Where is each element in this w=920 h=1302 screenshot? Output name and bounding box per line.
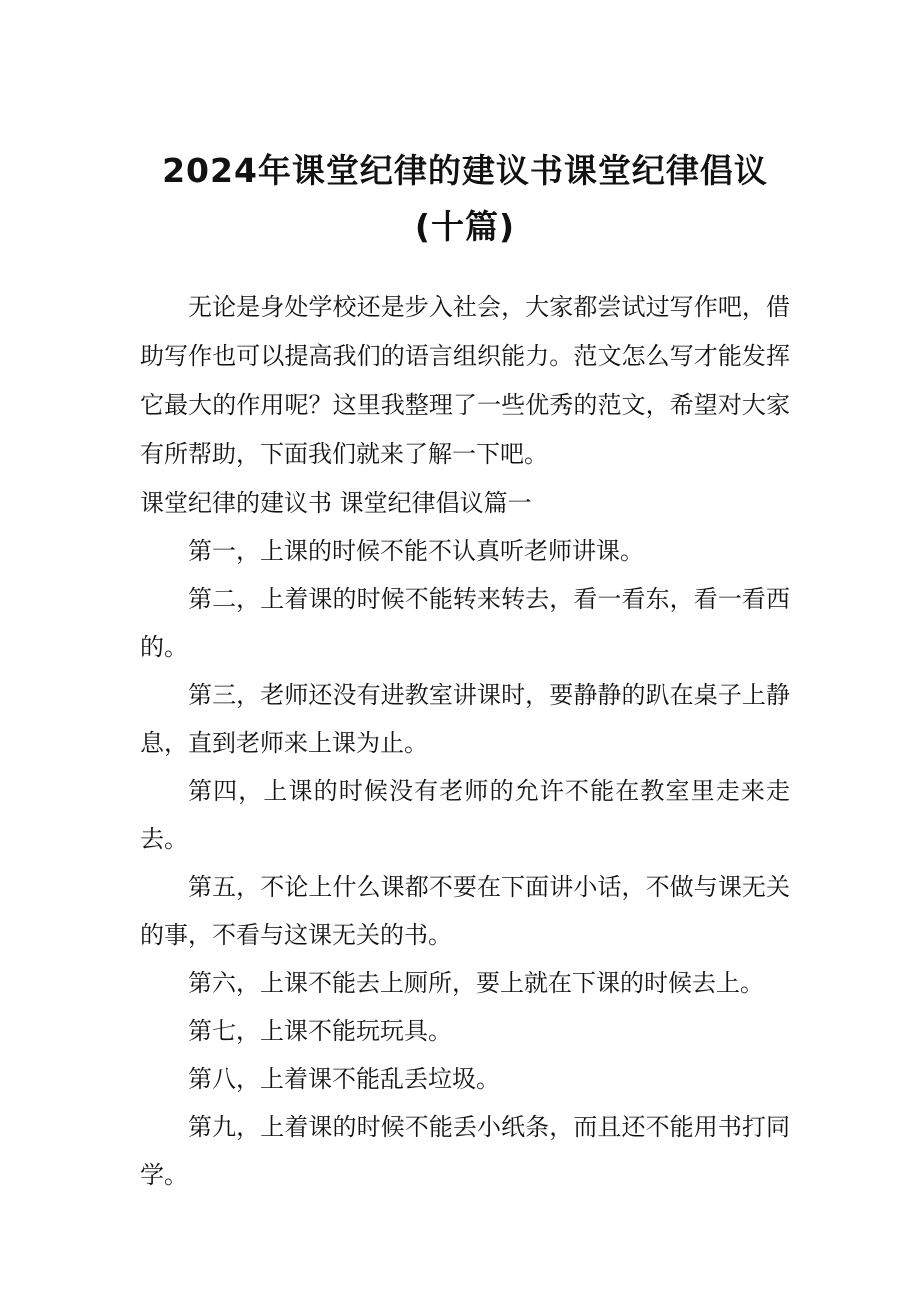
section-heading: 课堂纪律的建议书 课堂纪律倡议篇一 [140, 489, 532, 517]
rule-paragraph-8: 第八，上着课不能乱丢垃圾。 [188, 1065, 500, 1093]
rule-paragraph-1: 第一，上课的时候不能不认真听老师讲课。 [188, 537, 644, 565]
document-title: 2024年课堂纪律的建议书课堂纪律倡议(十篇) [162, 151, 768, 246]
rule-paragraph-7: 第七，上课不能玩玩具。 [188, 1017, 452, 1045]
rule-paragraph-5: 第五，不论上什么课都不要在下面讲小话，不做与课无关的事，不看与这课无关的书。 [140, 873, 790, 949]
rule-paragraph-9: 第九，上着课的时候不能丢小纸条，而且还不能用书打同学。 [140, 1113, 790, 1189]
intro-paragraph: 无论是身处学校还是步入社会，大家都尝试过写作吧，借助写作也可以提高我们的语言组织能力。范文怎么写才能发挥它最大的作用呢？这里我整理了一些优秀的范文，希望对大家有所帮助，下面我们就来了解一下吧。 [140, 293, 790, 468]
rule-paragraph-4: 第四，上课的时候没有老师的允许不能在教室里走来走去。 [140, 777, 790, 853]
rule-paragraph-3: 第三，老师还没有进教室讲课时，要静静的趴在桌子上静息，直到老师来上课为止。 [140, 681, 790, 757]
rule-paragraph-6: 第六，上课不能去上厕所，要上就在下课的时候去上。 [188, 969, 764, 997]
rule-paragraph-2: 第二，上着课的时候不能转来转去，看一看东，看一看西的。 [140, 585, 790, 661]
document-body [140, 283, 790, 1199]
